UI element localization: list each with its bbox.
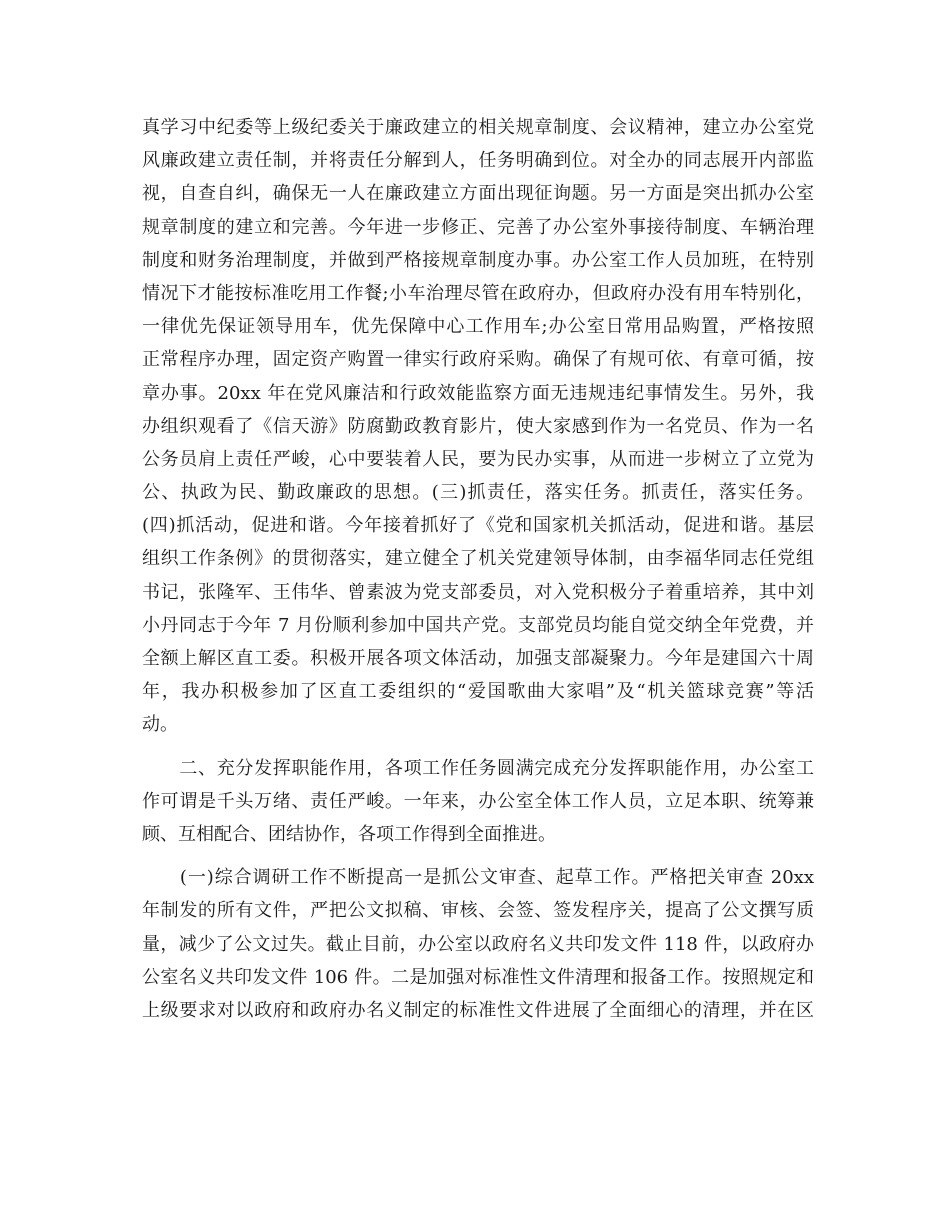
text-line: 一律优先保证领导用车，优先保障中心工作用车;办公室日常用品购置，严格按照: [142, 316, 814, 338]
text-line: 办组织观看了《信天游》防腐勤政教育影片，使大家感到作为一名党员、作为一名: [142, 415, 814, 437]
text-line: 小丹同志于今年 7 月份顺利参加中国共产党。支部党员均能自觉交纳全年党费，并: [142, 614, 814, 636]
text-line: 风廉政建立责任制，并将责任分解到人，任务明确到位。对全办的同志展开内部监: [142, 150, 814, 172]
text-line: 作可谓是千头万绪、责任严峻。一年来，办公室全体工作人员，立足本职、统筹兼: [142, 790, 814, 812]
text-line: 公室名义共印发文件 106 件。二是加强对标准性文件清理和报备工作。按照规定和: [142, 966, 814, 988]
paragraph-3: [142, 861, 814, 1027]
text-line: 顾、互相配合、团结协作，各项工作得到全面推进。: [142, 823, 556, 845]
text-line: (四)抓活动，促进和谐。今年接着抓好了《党和国家机关抓活动，促进和谐。基层: [142, 515, 814, 537]
text-line: 上级要求对以政府和政府办名义制定的标准性文件进展了全面细心的清理，并在区: [142, 999, 814, 1021]
text-line: 视，自查自纠，确保无一人在廉政建立方面出现征询题。另一方面是突出抓办公室: [142, 183, 814, 205]
text-line: 情况下才能按标准吃用工作餐;小车治理尽管在政府办，但政府办没有用车特别化，: [142, 282, 814, 304]
text-line: 年，我办积极参加了区直工委组织的“爱国歌曲大家唱”及“机关篮球竞赛”等活: [142, 681, 814, 703]
text-line: 年制发的所有文件，严把公文拟稿、审核、会签、签发程序关，提高了公文撰写质: [142, 900, 814, 922]
paragraph-1: [142, 111, 814, 742]
paragraph-spacer: [142, 851, 814, 861]
text-line: 量，减少了公文过失。截止目前，办公室以政府名义共印发文件 118 件，以政府办: [142, 933, 814, 955]
text-line: 真学习中纪委等上级纪委关于廉政建立的相关规章制度、会议精神，建立办公室党: [142, 117, 814, 138]
document-body: [142, 111, 814, 1027]
text-line: 二、充分发挥职能作用，各项工作任务圆满完成充分发挥职能作用，办公室工: [142, 757, 814, 779]
text-line: 制度和财务治理制度，并做到严格接规章制度办事。办公室工作人员加班，在特别: [142, 249, 814, 271]
text-line: 正常程序办理，固定资产购置一律实行政府采购。确保了有规可依、有章可循，按: [142, 349, 814, 371]
text-line: 全额上解区直工委。积极开展各项文体活动，加强支部凝聚力。今年是建国六十周: [142, 648, 814, 669]
text-line: 公务员肩上责任严峻，心中要装着人民，要为民办实事，从而进一步树立了立党为: [142, 448, 814, 470]
paragraph-spacer: [142, 742, 814, 752]
text-line: 规章制度的建立和完善。今年进一步修正、完善了办公室外事接待制度、车辆治理: [142, 216, 814, 238]
text-line: 动。: [142, 714, 178, 736]
paragraph-2: [142, 752, 814, 852]
text-line: 章办事。20xx 年在党风廉洁和行政效能监察方面无违规违纪事情发生。另外，我: [142, 382, 814, 404]
text-line: 组织工作条例》的贯彻落实，建立健全了机关党建领导体制，由李福华同志任党组: [142, 548, 814, 570]
text-line: (一)综合调研工作不断提高一是抓公文审查、起草工作。严格把关审查 20xx: [142, 867, 814, 889]
text-line: 书记，张隆军、王伟华、曾素波为党支部委员，对入党积极分子着重培养，其中刘: [142, 581, 814, 603]
text-line: 公、执政为民、勤政廉政的思想。(三)抓责任，落实任务。抓责任，落实任务。: [142, 482, 814, 504]
